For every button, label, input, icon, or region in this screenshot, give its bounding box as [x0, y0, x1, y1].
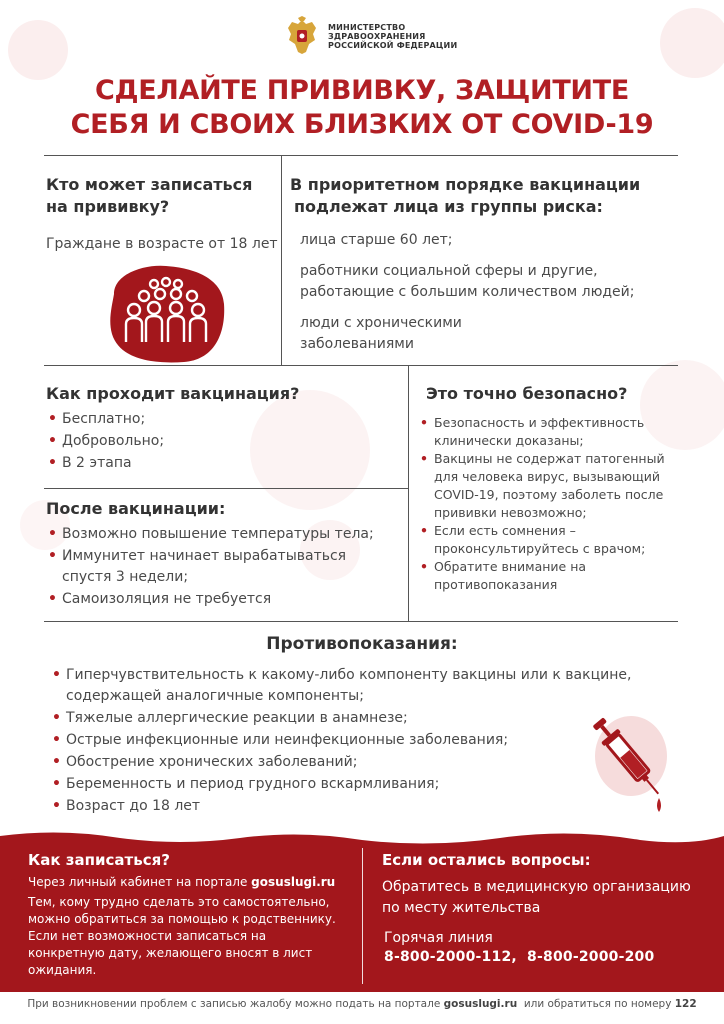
priority-title: В приоритетном порядке вакцинации подлежат лица из группы риска: [290, 175, 641, 216]
list-item: • Острые инфекционные или неинфекционные заболевания; [50, 730, 660, 751]
after-title: После вакцинации: [46, 499, 226, 518]
hotline-numbers[interactable]: 8-800-2000-112, 8-800-2000-200 [384, 949, 655, 965]
syringe-icon [585, 700, 675, 820]
priority-item: люди с хроническими заболеваниями [300, 315, 462, 352]
list-item: • Беременность и период грудного вскармливания; [50, 774, 660, 795]
priority-item: работники социальной сферы и другие, работающие с большим количеством людей; [300, 263, 635, 300]
list-item: • Тяжелые аллергические реакции в анамнезе; [50, 708, 660, 729]
gosuslugi-link[interactable]: gosuslugi.ru [251, 875, 336, 889]
list-item: • Возраст до 18 лет [50, 796, 660, 817]
divider [281, 155, 282, 365]
signup-help-text: Тем, кому трудно сделать это самостоятельно, можно обратиться за помощью к родственнику. Если нет возможности записаться на конкретную дату, желающего вносят в лист ожидания. [28, 895, 336, 977]
list-item: • Обратите внимание на противопоказания [418, 558, 708, 594]
list-item: • Возможно повышение температуры тела; [46, 524, 406, 545]
list-item: • Обострение хронических заболеваний; [50, 752, 660, 773]
divider [44, 621, 678, 622]
safe-title: Это точно безопасно? [426, 384, 628, 403]
gosuslugi-link[interactable]: gosuslugi.ru [443, 998, 518, 1010]
divider [44, 488, 408, 489]
process-list [46, 409, 386, 475]
contra-title: Противопоказания: [266, 634, 458, 654]
questions-text: Обратитесь в медицинскую организацию по месту жительства [382, 879, 691, 916]
who-text: Граждане в возрасте от 18 лет [46, 236, 278, 252]
double-headed-eagle-icon [284, 16, 320, 56]
title-line: СЕБЯ И СВОИХ БЛИЗКИХ ОТ COVID-19 [70, 109, 654, 140]
list-item: • Самоизоляция не требуется [46, 589, 406, 610]
ministry-name-line: РОССИЙСКОЙ ФЕДЕРАЦИИ [328, 40, 458, 50]
priority-item: лица старше 60 лет; [300, 232, 453, 248]
page-title [0, 74, 724, 142]
process-title: Как проходит вакцинация? [46, 384, 300, 403]
group-of-people-icon [104, 264, 228, 364]
title-line: СДЕЛАЙТЕ ПРИВИВКУ, ЗАЩИТИТЕ [94, 75, 629, 106]
list-item: • Бесплатно; [46, 409, 386, 430]
after-list [46, 524, 406, 611]
ministry-name-line: МИНИСТЕРСТВО [328, 22, 406, 32]
questions-title: Если остались вопросы: [382, 851, 591, 869]
contra-list [50, 665, 660, 818]
signup-text: Через личный кабинет на портале gosuslugi.ru [28, 875, 336, 889]
ministry-logo [284, 16, 457, 56]
footer-divider [362, 848, 363, 984]
divider [44, 365, 678, 366]
bottom-note: При возникновении проблем с записью жалобу можно подать на портале gosuslugi.ru или обратиться по номеру 122 [27, 998, 697, 1010]
divider [44, 155, 678, 156]
divider [408, 365, 409, 621]
list-item: • В 2 этапа [46, 453, 386, 474]
list-item: • Иммунитет начинает вырабатываться спустя 3 недели; [46, 546, 406, 588]
list-item: • Гиперчувствительность к какому-либо компоненту вакцины или к вакцине, содержащей аналогичные компоненты; [50, 665, 660, 707]
who-title: Кто может записаться на прививку? [46, 175, 253, 216]
list-item: • Добровольно; [46, 431, 386, 452]
ministry-name-line: ЗДРАВООХРАНЕНИЯ [328, 31, 426, 41]
signup-title: Как записаться? [28, 851, 170, 869]
hotline-label: Горячая линия [384, 930, 493, 946]
list-item: • Безопасность и эффективность клинически доказаны; [418, 414, 708, 450]
virus-decoration [660, 8, 724, 78]
list-item: • Если есть сомнения – проконсультируйтесь с врачом; [418, 522, 708, 558]
phone-number[interactable]: 122 [674, 998, 697, 1010]
list-item: • Вакцины не содержат патогенный для человека вирус, вызывающий COVID-19, поэтому заболеть после прививки невозможно; [418, 450, 708, 522]
safe-list [418, 414, 708, 594]
virus-decoration [8, 20, 68, 80]
